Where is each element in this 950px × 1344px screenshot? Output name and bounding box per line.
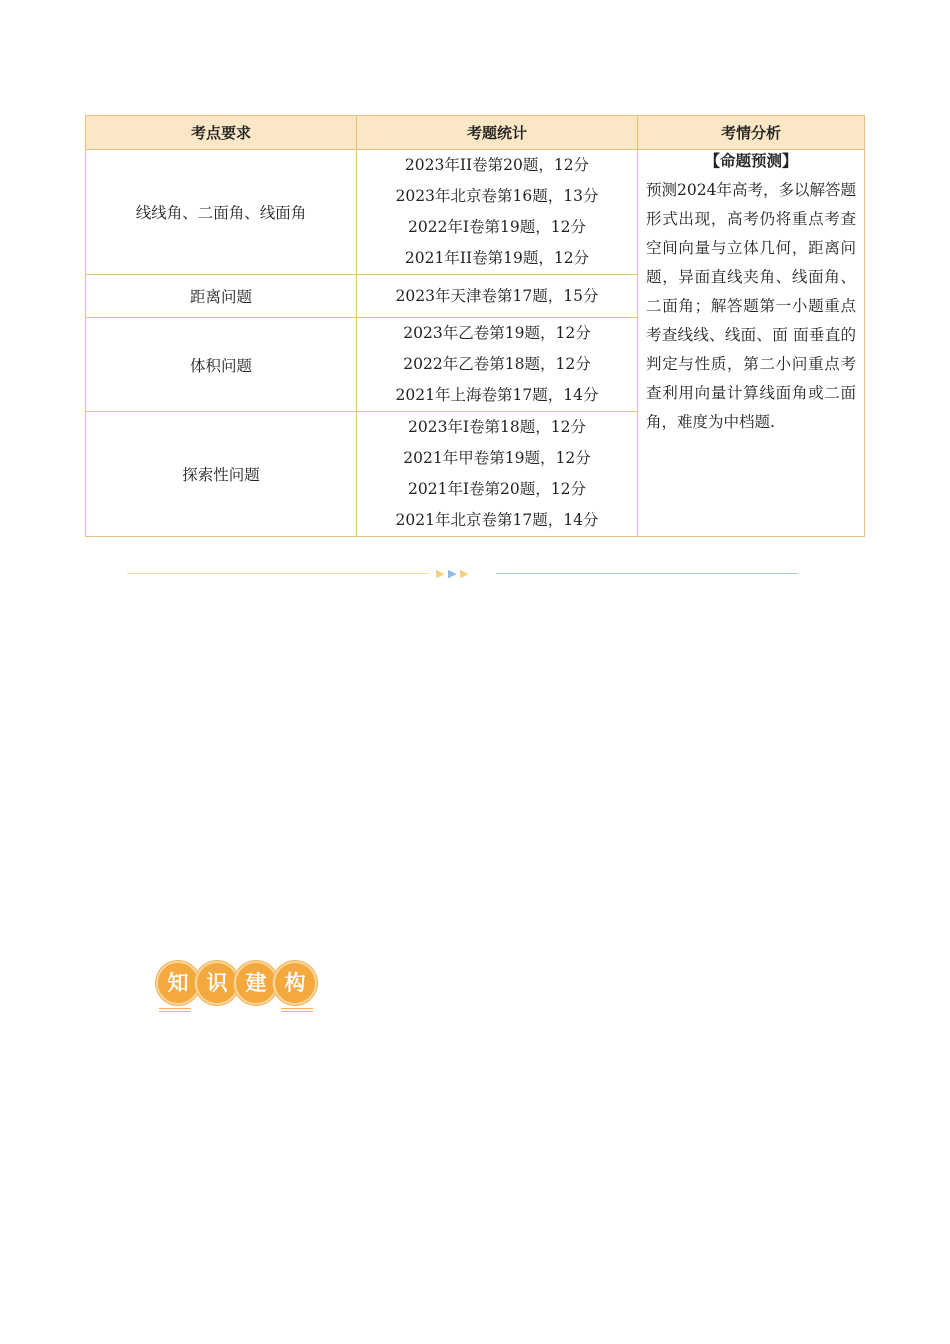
divider-arrows — [436, 566, 476, 582]
stats-cell — [357, 412, 638, 537]
arrow-right-icon: ▶ — [436, 567, 445, 580]
stat-line: 2023年II卷第20题，12分 — [404, 156, 590, 174]
stat-line: 2021年上海卷第17题，14分 — [395, 386, 599, 404]
analysis-text: 预测2024年高考，多以解答题形式出现，高考仍将重点考查空间向量与立体几何，距离问题，异面直线夹角、线面角、二面角；解答题第一小题重点考查线线、线面、面 面垂直的判定与性质，第二小问重点考查利用向量计算线面角或二面角，难度为中档题. — [646, 181, 856, 431]
stats-cell — [357, 318, 638, 412]
table-header-row — [86, 116, 865, 150]
divider-line-right — [496, 573, 798, 574]
title-char-badge: 识 — [195, 961, 239, 1005]
stat-line: 2023年北京卷第16题，13分 — [395, 187, 599, 205]
stat-line: 2021年北京卷第17题，14分 — [395, 511, 599, 529]
stats-cell — [357, 275, 638, 318]
topic-cell: 距离问题 — [86, 275, 357, 318]
title-char-badge: 建 — [234, 961, 278, 1005]
stat-line: 2023年I卷第18题，12分 — [407, 418, 587, 436]
exam-analysis-table — [85, 115, 865, 537]
stat-line: 2021年II卷第19题，12分 — [404, 249, 590, 267]
header-topic: 考点要求 — [86, 116, 357, 150]
stat-line: 2022年乙卷第18题，12分 — [403, 355, 591, 373]
stat-line: 2023年天津卷第17题，15分 — [395, 286, 599, 305]
header-analysis: 考情分析 — [638, 116, 865, 150]
stat-line: 2022年I卷第19题，12分 — [407, 218, 587, 236]
stat-line: 2021年I卷第20题，12分 — [407, 480, 587, 498]
header-stats: 考题统计 — [357, 116, 638, 150]
analysis-heading: 【命题预测】 — [704, 151, 798, 170]
stats-cell — [357, 150, 638, 275]
arrow-right-icon: ▶ — [448, 567, 457, 580]
topic-cell: 线线角、二面角、线面角 — [86, 150, 357, 275]
stat-line: 2021年甲卷第19题，12分 — [403, 449, 591, 467]
title-char-badge: 知 — [156, 961, 200, 1005]
analysis-cell — [638, 150, 865, 537]
analysis-block — [638, 150, 864, 437]
topic-cell: 探索性问题 — [86, 412, 357, 537]
table-row — [86, 150, 865, 275]
title-underline-left — [159, 1008, 191, 1014]
title-char-badge: 构 — [273, 961, 317, 1005]
title-underline-right — [281, 1008, 313, 1014]
stat-line: 2023年乙卷第19题，12分 — [403, 324, 591, 342]
section-title-knowledge-structure — [156, 961, 318, 1017]
divider-line-left — [127, 573, 429, 574]
topic-cell: 体积问题 — [86, 318, 357, 412]
arrow-right-icon: ▶ — [460, 567, 469, 580]
